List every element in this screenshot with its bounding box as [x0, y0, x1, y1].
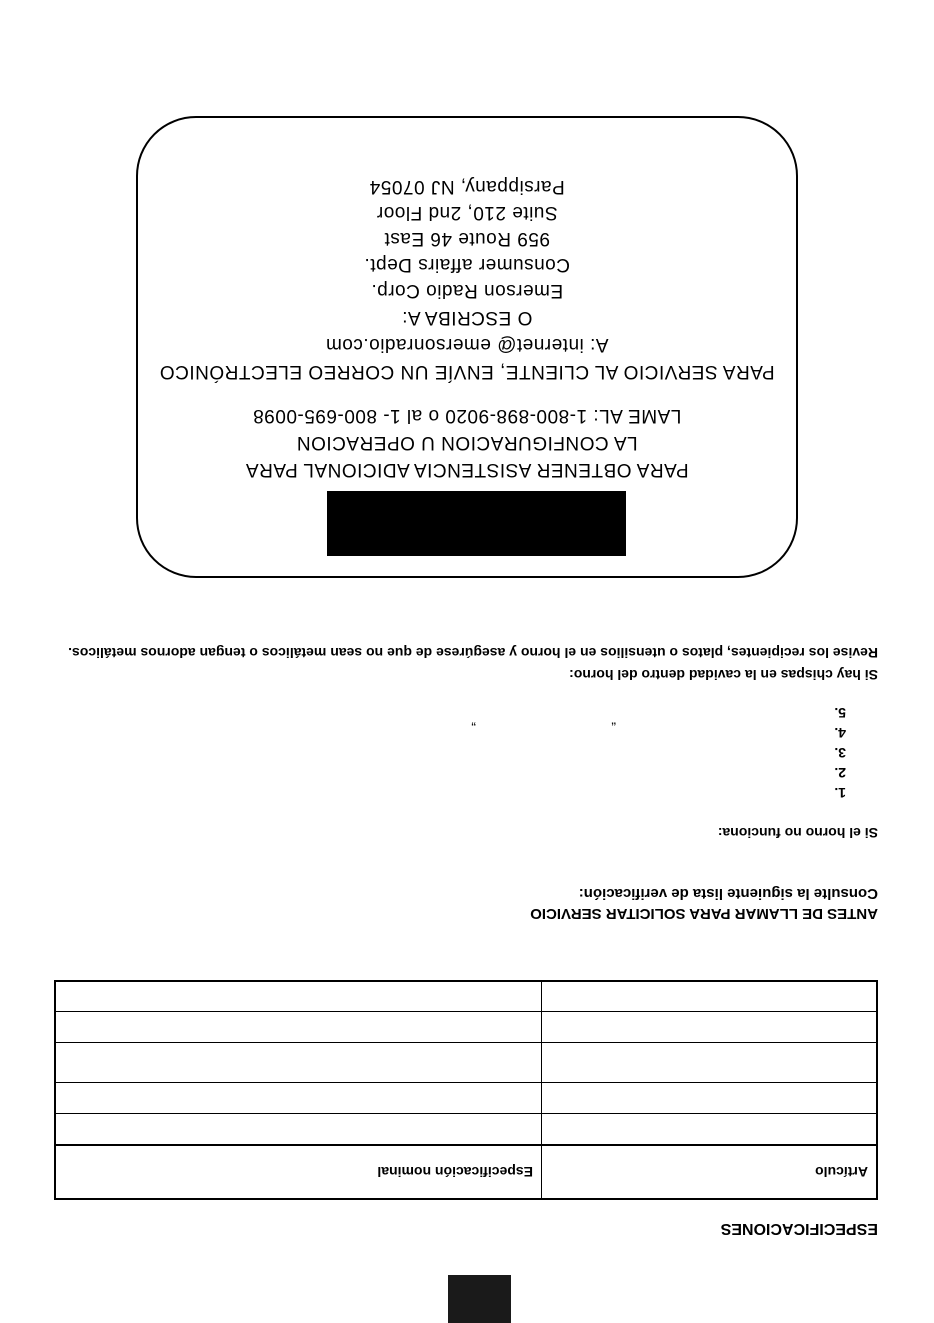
table-cell [542, 1083, 878, 1114]
specifications-table [54, 980, 878, 1200]
write-to-label: O ESCRIBA A: [401, 307, 533, 328]
street-address: 959 Route 46 East [384, 228, 550, 249]
assist-line-1: PARA OBTENER ASISTENCIA ADICIONAL PARA [245, 459, 689, 480]
header-rating: Especificación nominal [55, 1145, 542, 1199]
city-address: Parsippany, NJ 07054 [369, 176, 565, 197]
step-number: 1. [834, 785, 846, 801]
table-row [55, 1083, 877, 1114]
suite-address: Suite 210, 2nd Floor [376, 202, 558, 223]
company-name: Emerson Radio Corp. [370, 280, 564, 301]
assist-line-2: LA CONFIGURACION U OPERACION [296, 432, 638, 453]
list-item [826, 763, 846, 783]
redaction-bar [327, 491, 626, 556]
table-cell [55, 1043, 542, 1083]
specifications-title: ESPECIFICACIONES [720, 1220, 878, 1237]
email-address: A: internet@ emersonradio.com [325, 334, 609, 355]
checklist-section [530, 883, 878, 923]
table-cell [542, 1012, 878, 1043]
header-item: Artículo [542, 1145, 878, 1199]
page-number-tab [448, 1275, 511, 1323]
not-working-heading: Si el horno no funciona: [717, 825, 878, 841]
phone-line: LAME AL: 1-800-898-9020 o al 1- 800-695-0098 [252, 405, 682, 426]
list-item [826, 703, 846, 723]
table-cell [55, 1114, 542, 1145]
table-row [55, 981, 877, 1012]
table-row [55, 1043, 877, 1083]
department: Consumer affairs Dept. [364, 254, 571, 275]
sparks-text: Revise los recipientes, platos o utensilios en el horno y asegúrese de que no sean metálicos o tengan adornos metálicos. [68, 645, 878, 661]
list-item [826, 783, 846, 803]
table-cell [55, 1012, 542, 1043]
email-instruction: PARA SERVICIO AL CLIENTE, ENVÍE UN CORREO ELECTRÓNICO [159, 361, 775, 382]
sparks-heading: Si hay chispas en la cavidad dentro del horno: [569, 667, 878, 683]
table-row [55, 1012, 877, 1043]
table-cell [542, 1043, 878, 1083]
list-item [826, 723, 846, 743]
step-number: 2. [834, 765, 846, 781]
quote-close: ” [471, 713, 476, 729]
table-row [55, 1114, 877, 1145]
steps-list [826, 703, 846, 803]
table-cell [542, 1114, 878, 1145]
list-item [826, 743, 846, 763]
table-header-row [55, 1145, 877, 1199]
checklist-intro: Consulte la siguiente lista de verificación: [578, 885, 878, 902]
table-cell [55, 1083, 542, 1114]
checklist-title: ANTES DE LLAMAR PARA SOLICITAR SERVICIO [530, 905, 878, 922]
step-number: 3. [834, 745, 846, 761]
step-number: 5. [834, 705, 846, 721]
quote-open: “ [611, 713, 616, 729]
step-number: 4. [834, 725, 846, 741]
table-cell [55, 981, 542, 1012]
table-cell [542, 981, 878, 1012]
